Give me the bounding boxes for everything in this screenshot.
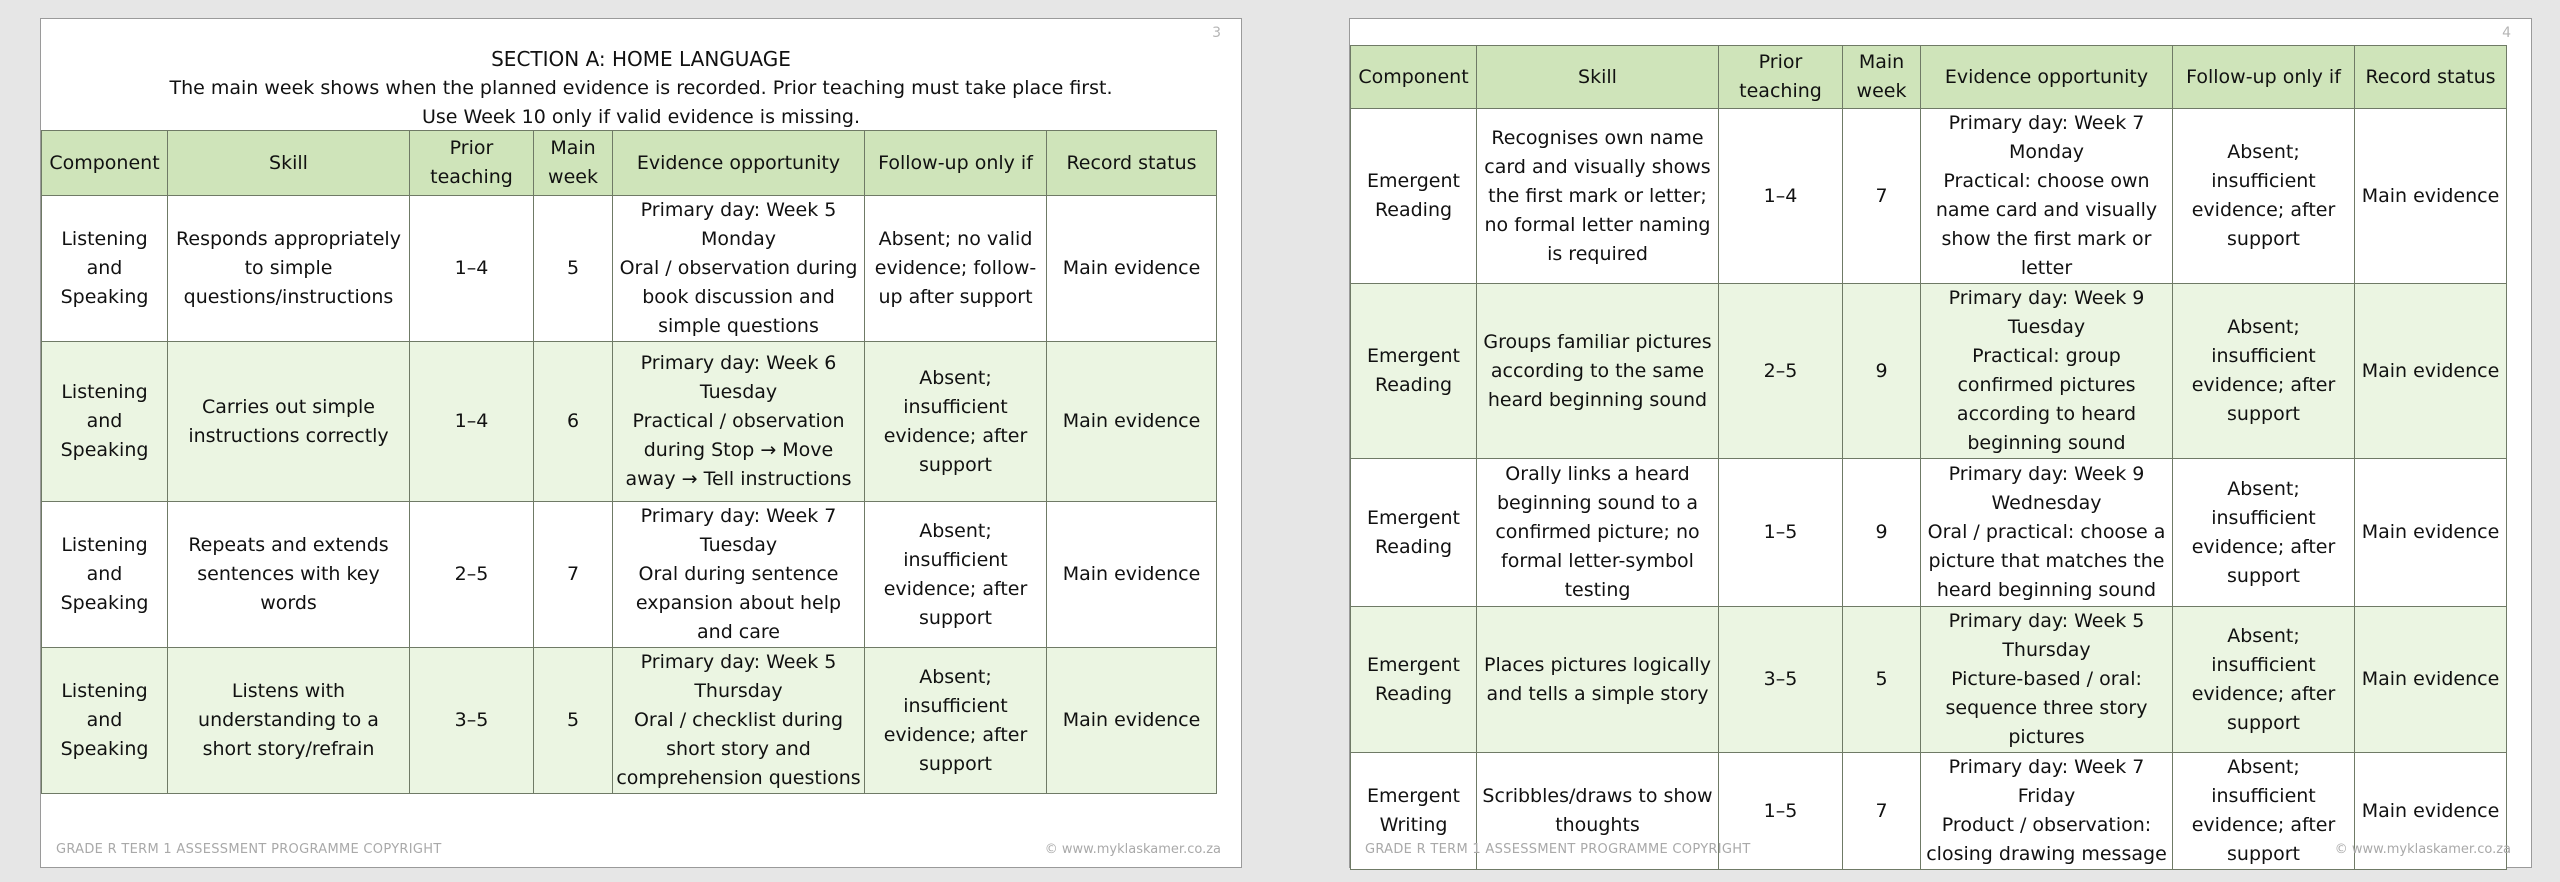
table-row [1351,109,2507,284]
header-record-status: Record status [2355,46,2507,109]
table-row [1351,284,2507,459]
page-4 [1349,18,2532,868]
header-prior-teaching: Prior teaching [410,131,534,196]
header-follow-up: Follow-up only if [865,131,1047,196]
evidence-weekday: Tuesday [2007,316,2086,338]
table-row [42,648,1217,794]
cell-skill: Recognises own name card and visually shows the first mark or letter; no formal letter naming is required [1477,109,1719,284]
table-row [42,502,1217,648]
cell-record-status: Main evidence [2355,109,2507,284]
evidence-weekday: Monday [2008,141,2084,163]
header-follow-up: Follow-up only if [2173,46,2355,109]
header-main-week: Main week [1843,46,1921,109]
table-row [1351,607,2507,753]
cell-prior-teaching: 3–5 [410,648,534,794]
cell-prior-teaching: 1–5 [1719,459,1843,607]
evidence-method: Oral / checklist during short story and comprehension questions [616,709,861,789]
cell-component: Listening and Speaking [42,196,168,342]
cell-prior-teaching: 1–4 [410,196,534,342]
cell-evidence [1921,459,2173,607]
evidence-weekday: Tuesday [699,381,778,403]
page-number: 4 [2502,25,2511,41]
cell-main-week: 5 [534,648,613,794]
header-skill: Skill [1477,46,1719,109]
cell-skill: Repeats and extends sentences with key words [168,502,410,648]
cell-prior-teaching: 2–5 [410,502,534,648]
footer-copyright: GRADE R TERM 1 ASSESSMENT PROGRAMME COPYRIGHT [1365,842,1751,857]
cell-follow-up: Absent; insufficient evidence; after support [2173,753,2355,870]
evidence-day: Primary day: Week 7 Friday [1948,756,2145,807]
evidence-weekday: Wednesday [1991,492,2102,514]
evidence-weekday: Tuesday [699,534,778,556]
page-3 [40,18,1242,868]
evidence-day: Primary day: Week 7 [640,505,837,527]
cell-prior-teaching: 1–4 [410,342,534,502]
evidence-method: Oral / observation during book discussion and simple questions [619,257,858,337]
cell-follow-up: Absent; no valid evidence; follow-up after support [865,196,1047,342]
header-main-week: Main week [534,131,613,196]
section-title: SECTION A: HOME LANGUAGE [491,47,791,71]
cell-skill: Orally links a heard beginning sound to a confirmed picture; no formal letter-symbol testing [1477,459,1719,607]
evidence-day: Primary day: Week 5 [1948,610,2145,632]
evidence-method: Picture-based / oral: sequence three story pictures [1945,668,2148,748]
cell-evidence [613,502,865,648]
header-record-status: Record status [1047,131,1217,196]
evidence-method: Product / observation: closing drawing message [1926,814,2167,865]
evidence-day: Primary day: Week 9 [1948,287,2145,309]
cell-prior-teaching: 3–5 [1719,607,1843,753]
cell-main-week: 5 [1843,607,1921,753]
cell-follow-up: Absent; insufficient evidence; after support [2173,607,2355,753]
cell-record-status: Main evidence [2355,753,2507,870]
evidence-method: Practical: choose own name card and visually show the first mark or letter [1935,170,2158,279]
cell-main-week: 9 [1843,284,1921,459]
cell-skill: Scribbles/draws to show thoughts [1477,753,1719,870]
cell-component: Listening and Speaking [42,502,168,648]
cell-main-week: 7 [1843,109,1921,284]
cell-follow-up: Absent; insufficient evidence; after support [2173,459,2355,607]
cell-skill: Listens with understanding to a short story/refrain [168,648,410,794]
header-skill: Skill [168,131,410,196]
table-header-row [42,131,1217,196]
cell-evidence [613,196,865,342]
cell-record-status: Main evidence [1047,196,1217,342]
intro-line: Use Week 10 only if valid evidence is missing. [421,106,861,128]
evidence-day: Primary day: Week 7 [1948,112,2145,134]
cell-evidence [613,342,865,502]
cell-prior-teaching: 1–5 [1719,753,1843,870]
cell-skill: Carries out simple instructions correctly [168,342,410,502]
footer-website: © www.myklaskamer.co.za [1044,842,1221,857]
table-row [42,342,1217,502]
cell-component: Listening and Speaking [42,342,168,502]
footer-copyright: GRADE R TERM 1 ASSESSMENT PROGRAMME COPYRIGHT [56,842,442,857]
section-header [41,45,1241,132]
cell-evidence [613,648,865,794]
cell-main-week: 7 [1843,753,1921,870]
header-evidence-opportunity: Evidence opportunity [613,131,865,196]
evidence-method: Oral / practical: choose a picture that matches the heard beginning sound [1927,521,2166,601]
cell-evidence [1921,284,2173,459]
cell-evidence [1921,607,2173,753]
evidence-weekday: Thursday [2002,639,2091,661]
cell-main-week: 6 [534,342,613,502]
cell-component: Emergent Reading [1351,459,1477,607]
cell-component: Listening and Speaking [42,648,168,794]
cell-component: Emergent Reading [1351,607,1477,753]
evidence-method: Oral during sentence expansion about help and care [635,563,842,643]
cell-follow-up: Absent; insufficient evidence; after support [865,648,1047,794]
evidence-day: Primary day: Week 9 [1948,463,2145,485]
evidence-weekday: Thursday [694,680,783,702]
cell-skill: Responds appropriately to simple questions/instructions [168,196,410,342]
cell-skill: Groups familiar pictures according to the same heard beginning sound [1477,284,1719,459]
cell-record-status: Main evidence [1047,502,1217,648]
cell-follow-up: Absent; insufficient evidence; after support [2173,109,2355,284]
table-header-row [1351,46,2507,109]
cell-prior-teaching: 1–4 [1719,109,1843,284]
evidence-weekday: Monday [700,228,776,250]
evidence-method: Practical / observation during Stop → Move away → Tell instructions [625,410,852,490]
evidence-day: Primary day: Week 5 [640,651,837,673]
cell-follow-up: Absent; insufficient evidence; after support [2173,284,2355,459]
header-evidence-opportunity: Evidence opportunity [1921,46,2173,109]
cell-main-week: 7 [534,502,613,648]
cell-skill: Places pictures logically and tells a simple story [1477,607,1719,753]
header-component: Component [42,131,168,196]
cell-record-status: Main evidence [1047,342,1217,502]
cell-prior-teaching: 2–5 [1719,284,1843,459]
page-number: 3 [1212,25,1221,41]
header-prior-teaching: Prior teaching [1719,46,1843,109]
assessment-table [1350,45,2507,870]
cell-follow-up: Absent; insufficient evidence; after support [865,502,1047,648]
cell-record-status: Main evidence [2355,607,2507,753]
cell-record-status: Main evidence [2355,284,2507,459]
table-row [42,196,1217,342]
evidence-day: Primary day: Week 6 [640,352,837,374]
cell-evidence [1921,109,2173,284]
cell-record-status: Main evidence [2355,459,2507,607]
assessment-table [41,130,1217,794]
intro-line: The main week shows when the planned evidence is recorded. Prior teaching must take place first. [169,77,1113,99]
cell-main-week: 5 [534,196,613,342]
cell-record-status: Main evidence [1047,648,1217,794]
header-component: Component [1351,46,1477,109]
cell-follow-up: Absent; insufficient evidence; after support [865,342,1047,502]
cell-component: Emergent Reading [1351,109,1477,284]
cell-component: Emergent Reading [1351,284,1477,459]
cell-main-week: 9 [1843,459,1921,607]
table-row [1351,459,2507,607]
evidence-method: Practical: group confirmed pictures according to heard beginning sound [1956,345,2137,454]
footer-website: © www.myklaskamer.co.za [2334,842,2511,857]
evidence-day: Primary day: Week 5 [640,199,837,221]
cell-evidence [1921,753,2173,870]
cell-component: Emergent Writing [1351,753,1477,870]
